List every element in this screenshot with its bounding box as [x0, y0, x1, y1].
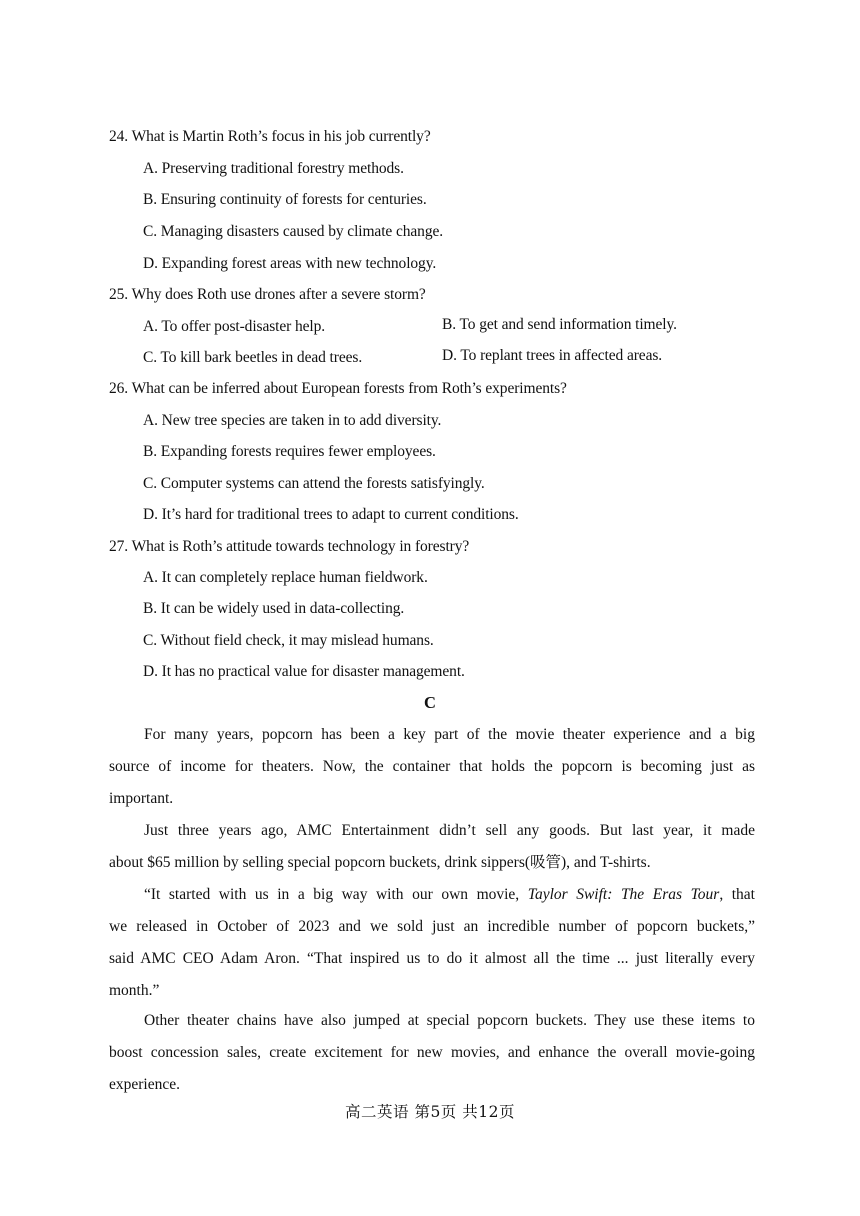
question-26-option-c: C. Computer systems can attend the forests satisfyingly.	[143, 475, 485, 492]
paragraph-3-line-4: month.”	[109, 982, 160, 999]
paragraph-3-line-3: said AMC CEO Adam Aron. “That inspired us to do it almost all the time ... just literally every	[109, 950, 755, 967]
question-27-stem: 27. What is Roth’s attitude towards technology in forestry?	[109, 538, 470, 555]
section-heading: C	[424, 693, 436, 712]
paragraph-1-line-1: For many years, popcorn has been a key part of the movie theater experience and a big	[144, 726, 755, 743]
question-24-option-a: A. Preserving traditional forestry methods.	[143, 160, 404, 177]
question-24-option-d: D. Expanding forest areas with new technology.	[143, 255, 437, 272]
paragraph-1-line-3: important.	[109, 790, 174, 807]
movie-title: Taylor Swift: The Eras Tour	[527, 886, 720, 903]
question-24-option-b: B. Ensuring continuity of forests for centuries.	[143, 191, 427, 208]
paragraph-2-line-1: Just three years ago, AMC Entertainment didn’t sell any goods. But last year, it made	[144, 822, 755, 839]
quote-intro: “It started with us in a big way with our own movie,	[144, 886, 528, 903]
question-26-option-d: D. It’s hard for traditional trees to adapt to current conditions.	[143, 506, 519, 523]
paragraph-4-line-3: experience.	[109, 1076, 180, 1093]
question-25-option-a: A. To offer post-disaster help.	[143, 318, 326, 335]
question-24-option-c: C. Managing disasters caused by climate change.	[143, 223, 444, 240]
question-27-option-a: A. It can completely replace human fieldwork.	[143, 569, 428, 586]
passage-paragraph-4	[109, 1011, 755, 1107]
paragraph-1-line-2: source of income for theaters. Now, the container that holds the popcorn is becoming just as	[109, 758, 755, 775]
question-26-option-b: B. Expanding forests requires fewer employees.	[143, 443, 436, 460]
question-26-option-a: A. New tree species are taken in to add diversity.	[143, 412, 442, 429]
paragraph-4-line-1: Other theater chains have also jumped at special popcorn buckets. They use these items to	[144, 1012, 755, 1029]
page-footer: 高二英语 第5页 共12页	[345, 1103, 515, 1121]
question-25-stem: 25. Why does Roth use drones after a severe storm?	[109, 286, 426, 303]
paragraph-3-line-2: we released in October of 2023 and we sold just an incredible number of popcorn buckets,”	[109, 918, 755, 935]
passage-paragraph-1	[109, 725, 755, 821]
paragraph-2-line-2: about $65 million by selling special popcorn buckets, drink sippers(吸管), and T-shirts.	[109, 854, 651, 871]
question-26-stem: 26. What can be inferred about European forests from Roth’s experiments?	[109, 380, 567, 397]
passage-paragraph-3	[109, 885, 755, 1013]
question-27-option-c: C. Without field check, it may mislead humans.	[143, 632, 434, 649]
question-24-stem: 24. What is Martin Roth’s focus in his job currently?	[109, 128, 431, 145]
paragraph-4-line-2: boost concession sales, create excitement for new movies, and enhance the overall movie-going	[109, 1044, 755, 1061]
passage-paragraph-2	[109, 821, 755, 885]
question-27-option-d: D. It has no practical value for disaster management.	[143, 663, 465, 680]
question-25-option-b: B. To get and send information timely.	[442, 316, 677, 333]
question-25-option-c: C. To kill bark beetles in dead trees.	[143, 349, 363, 366]
question-25-option-d: D. To replant trees in affected areas.	[442, 347, 663, 364]
quote-intro-end: , that	[719, 886, 755, 903]
question-27-option-b: B. It can be widely used in data-collecting.	[143, 600, 405, 617]
paragraph-3-line-1	[109, 885, 755, 917]
